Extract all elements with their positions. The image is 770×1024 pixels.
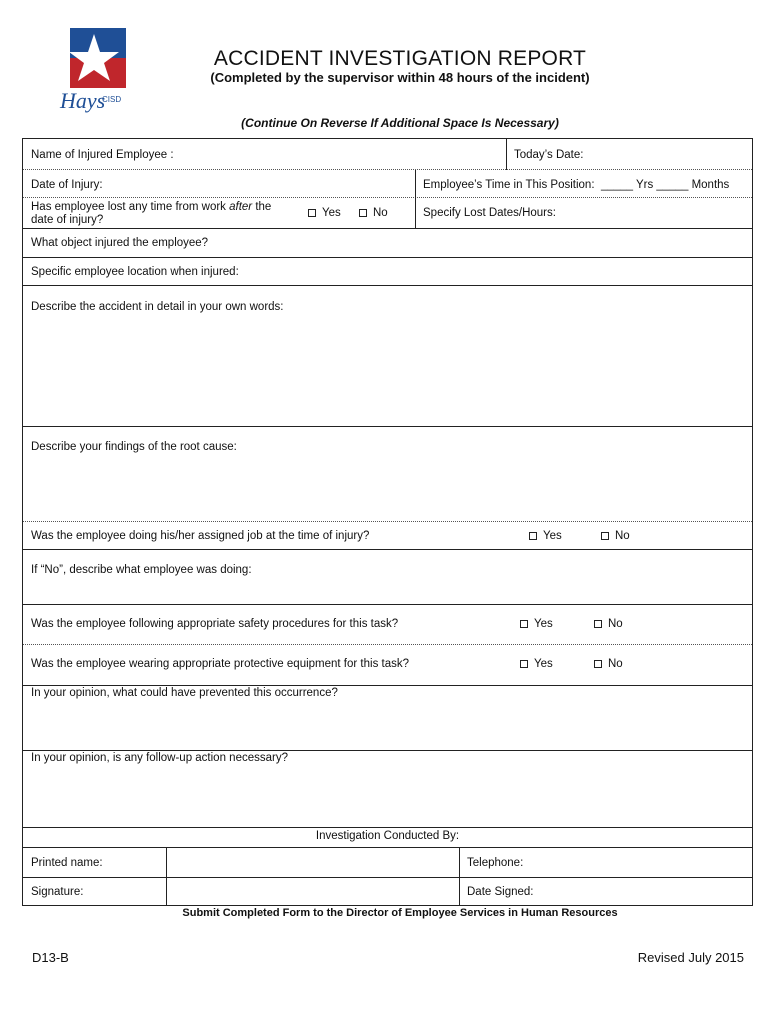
lost-time-question-line2: date of injury? (31, 214, 104, 226)
protective-question: Was the employee wearing appropriate protective equipment for this task? (31, 658, 409, 670)
safety-question: Was the employee following appropriate safety procedures for this task? (31, 618, 399, 630)
lost-time-no-checkbox[interactable]: No (359, 207, 388, 219)
prevented-field[interactable]: In your opinion, what could have prevented this occurrence? (31, 687, 338, 699)
row-protective (23, 645, 752, 686)
revised-date: Revised July 2015 (637, 950, 744, 965)
lost-time-yes-checkbox[interactable]: Yes (308, 207, 341, 219)
continue-note: (Continue On Reverse If Additional Space Is Necessary) (241, 116, 559, 130)
if-no-field[interactable]: If “No”, describe what employee was doing: (31, 564, 252, 576)
location-field[interactable]: Specific employee location when injured: (31, 266, 239, 278)
assigned-yes-checkbox[interactable]: Yes (529, 530, 562, 542)
date-signed-field[interactable]: Date Signed: (467, 886, 534, 898)
safety-yes-checkbox[interactable]: Yes (520, 618, 553, 630)
row-printed-name (23, 848, 752, 878)
telephone-field[interactable]: Telephone: (467, 857, 524, 869)
describe-accident-field[interactable]: Describe the accident in detail in your own words: (31, 301, 284, 313)
printed-name-label: Printed name: (31, 857, 103, 869)
row-prevented (23, 686, 752, 751)
safety-no-checkbox[interactable]: No (594, 618, 623, 630)
row-lost-time (23, 198, 752, 229)
root-cause-field[interactable]: Describe your findings of the root cause: (31, 441, 237, 453)
row-location (23, 258, 752, 286)
row-if-no (23, 550, 752, 605)
protective-yes-checkbox[interactable]: Yes (520, 658, 553, 670)
follow-up-field[interactable]: In your opinion, is any follow-up action necessary? (31, 752, 288, 764)
report-subtitle: (Completed by the supervisor within 48 hours of the incident) (210, 70, 590, 85)
time-in-position-field[interactable]: _____ Yrs _____ Months (601, 179, 730, 191)
date-of-injury-field[interactable]: Date of Injury: (31, 179, 103, 191)
submit-note: Submit Completed Form to the Director of Employee Services in Human Resources (182, 907, 618, 919)
row-root-cause (23, 427, 752, 522)
injured-employee-field[interactable]: Name of Injured Employee : (31, 149, 174, 161)
row-object-injured (23, 229, 752, 258)
row-describe-accident (23, 286, 752, 427)
lost-dates-field[interactable]: Specify Lost Dates/Hours: (423, 207, 556, 219)
assigned-no-checkbox[interactable]: No (601, 530, 630, 542)
todays-date-field[interactable]: Today’s Date: (514, 149, 584, 161)
row-date-of-injury (23, 170, 752, 198)
row-signature (23, 878, 752, 906)
signature-label: Signature: (31, 886, 84, 898)
protective-no-checkbox[interactable]: No (594, 658, 623, 670)
row-safety (23, 605, 752, 645)
signature-input[interactable] (167, 878, 459, 906)
report-title: ACCIDENT INVESTIGATION REPORT (213, 47, 587, 70)
logo-cisd: CISD (102, 95, 122, 104)
object-injured-field[interactable]: What object injured the employee? (31, 237, 209, 249)
row-assigned-job (23, 522, 752, 550)
form-number: D13-B (32, 950, 69, 965)
row-follow-up (23, 751, 752, 828)
time-in-position-label: Employee’s Time in This Position: (423, 179, 595, 191)
logo-script: Hays (60, 88, 106, 113)
row-injured-employee (23, 139, 752, 170)
assigned-job-question: Was the employee doing his/her assigned job at the time of injury? (31, 530, 370, 542)
lost-time-question: Has employee lost any time from work after the (31, 201, 272, 213)
report-form (22, 138, 753, 906)
row-conducted-by (23, 828, 752, 848)
conducted-by-label: Investigation Conducted By: (315, 830, 460, 842)
printed-name-input[interactable] (167, 848, 459, 878)
